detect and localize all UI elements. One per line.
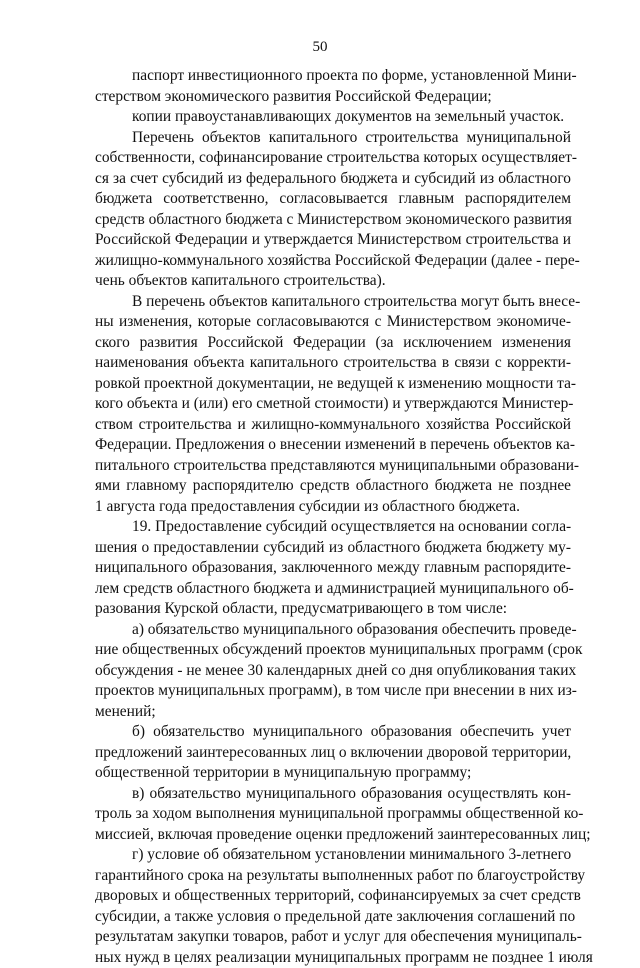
text-line: средств областного бюджета с Министерством экономического развития [95, 210, 571, 231]
text-line: бюджета соответственно, согласовывается главным распорядителем [95, 189, 571, 210]
text-line: копии правоустанавливающих документов на земельный участок. [95, 107, 571, 128]
text-line: собственности, софинансирование строительства которых осуществляет- [95, 148, 571, 169]
text-line: ние общественных обсуждений проектов муниципальных программ (срок [95, 640, 571, 661]
text-line: Российской Федерации и утверждается Министерством строительства и [95, 230, 571, 251]
text-line: б) обязательство муниципального образования обеспечить учет [95, 722, 571, 743]
text-line: наименования объекта капитального строительства в связи с корректи- [95, 353, 571, 374]
text-line: ями главному распорядителю средств областного бюджета не позднее [95, 476, 571, 497]
text-line: общественной территории в муниципальную программу; [95, 763, 571, 784]
text-line: Федерации. Предложения о внесении изменений в перечень объектов ка- [95, 435, 571, 456]
text-line: 1 августа года предоставления субсидии из областного бюджета. [95, 497, 571, 518]
text-line: менений; [95, 702, 571, 723]
text-line: В перечень объектов капитального строительства могут быть внесе- [95, 292, 571, 313]
text-line: а) обязательство муниципального образования обеспечить проведе- [95, 620, 571, 641]
text-line: шения о предоставлении субсидий из областного бюджета бюджету му- [95, 538, 571, 559]
text-line: кого объекта и (или) его сметной стоимости) и утверждаются Министер- [95, 394, 571, 415]
text-line: результатам закупки товаров, работ и услуг для обеспечения муниципаль- [95, 927, 571, 948]
text-line: ством строительства и жилищно-коммунального хозяйства Российской [95, 415, 571, 436]
page-number: 50 [0, 38, 640, 56]
document-body [95, 66, 571, 968]
text-line: ского развития Российской Федерации (за исключением изменения [95, 333, 571, 354]
text-line: дворовых и общественных территорий, софинансируемых за счет средств [95, 886, 571, 907]
text-line: паспорт инвестиционного проекта по форме, установленной Мини- [95, 66, 571, 87]
text-line: в) обязательство муниципального образования осуществлять кон- [95, 784, 571, 805]
text-line: разования Курской области, предусматривающего в том числе: [95, 599, 571, 620]
text-line: чень объектов капитального строительства). [95, 271, 571, 292]
text-line: стерством экономического развития Российской Федерации; [95, 87, 571, 108]
text-line: миссией, включая проведение оценки предложений заинтересованных лиц; [95, 825, 571, 846]
text-line: ровкой проектной документации, не ведущей к изменению мощности та- [95, 374, 571, 395]
text-line: 19. Предоставление субсидий осуществляется на основании согла- [95, 517, 571, 538]
text-line: проектов муниципальных программ), в том числе при внесении в них из- [95, 681, 571, 702]
text-line: троль за ходом выполнения муниципальной программы общественной ко- [95, 804, 571, 825]
text-line: ся за счет субсидий из федерального бюджета и субсидий из областного [95, 169, 571, 190]
text-line: г) условие об обязательном установлении минимального 3-летнего [95, 845, 571, 866]
text-line: жилищно-коммунального хозяйства Российской Федерации (далее - пере- [95, 251, 571, 272]
text-line: лем средств областного бюджета и администрацией муниципального об- [95, 579, 571, 600]
text-line: Перечень объектов капитального строительства муниципальной [95, 128, 571, 149]
text-line: субсидии, а также условия о предельной дате заключения соглашений по [95, 907, 571, 928]
text-line: обсуждения - не менее 30 календарных дней со дня опубликования таких [95, 661, 571, 682]
text-line: ниципального образования, заключенного между главным распорядите- [95, 558, 571, 579]
text-line: предложений заинтересованных лиц о включении дворовой территории, [95, 743, 571, 764]
text-line: ных нужд в целях реализации муниципальных программ не позднее 1 июля [95, 948, 571, 968]
text-line: ны изменения, которые согласовываются с Министерством экономиче- [95, 312, 571, 333]
text-line: питального строительства представляются муниципальными образовани- [95, 456, 571, 477]
text-line: гарантийного срока на результаты выполненных работ по благоустройству [95, 866, 571, 887]
